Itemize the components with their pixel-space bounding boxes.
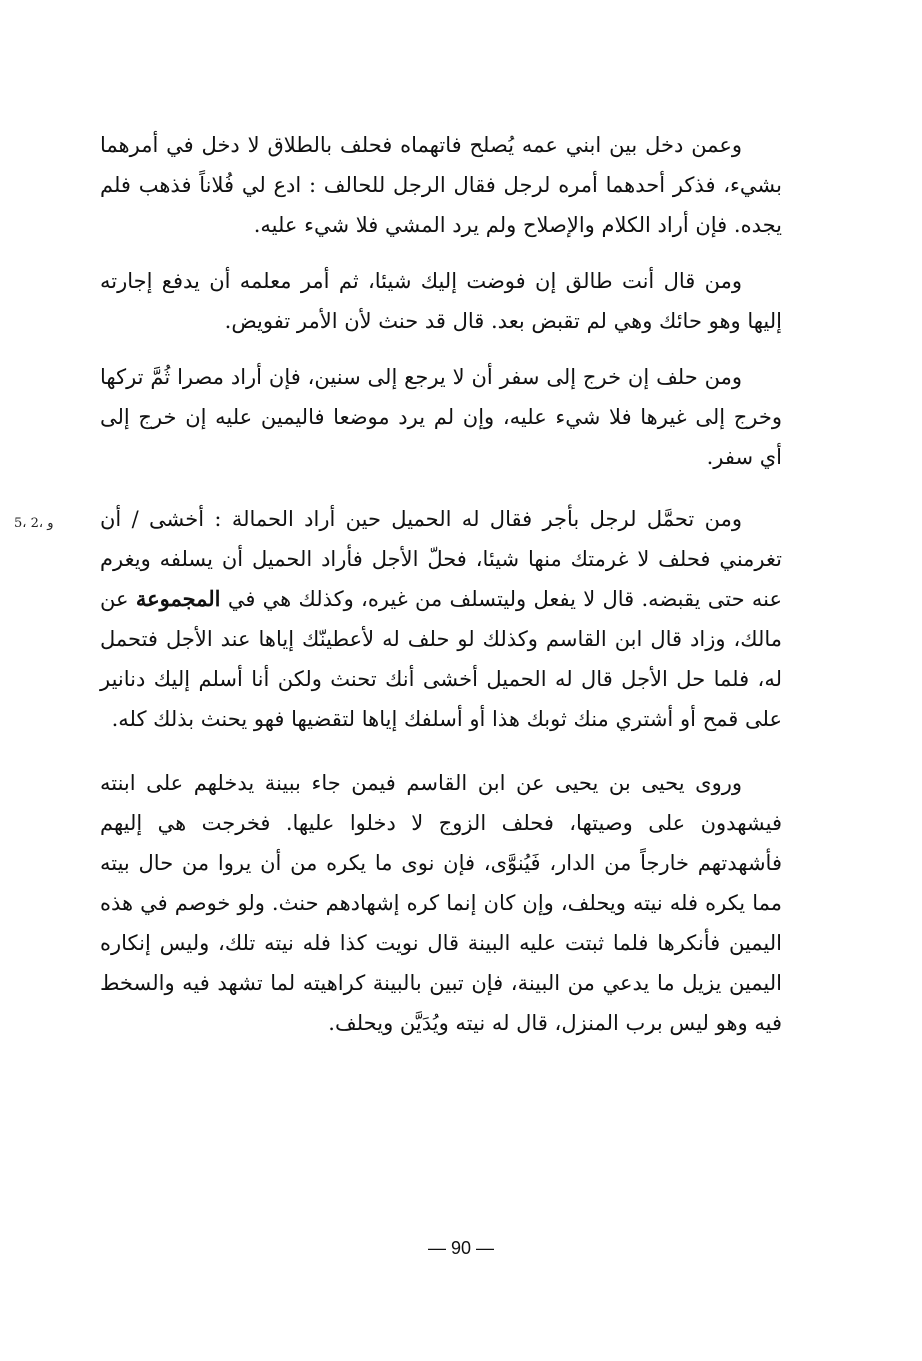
page-number: — 90 — bbox=[427, 1238, 495, 1258]
paragraph-4-part-2: عن مالك، وزاد قال ابن القاسم وكذلك لو حلف له لأعطينّك إياها عند الأجل فتحمل له، فلما حل الأجل قال له الحميل أخشى أنك تحنث ولكن أنا أسلم إليك دنانير على قمح أو أشتري منك ثوبك هذا أو أسلفك إياها لتقضيها فهو يحنث بذلك كله. bbox=[100, 587, 782, 731]
paragraph-2: ومن قال أنت طالق إن فوضت إليك شيئا، ثم أمر معلمه أن يدفع إجارته إليها وهو حائك وهي لم تقبض بعد. قال قد حنث لأن الأمر تفويض. bbox=[100, 269, 782, 333]
paragraph-5: وروى يحيى بن يحيى عن ابن القاسم فيمن جاء ببينة يدخلهم على ابنته فيشهدون على وصيتها، فحلف الزوج لا دخلوا عليها. فخرجت هي إليهم فأشهدتهم خارجاً من الدار، فَيُنوَّى، فإن نوى ما يكره من أن يروا من حال بيته مما يكره فله نيته ويحلف، وإن كان إنما كره إشهادهم حنث. ولو خوصم في هذه اليمين فأنكرها فلما ثبتت عليه البينة قال نويت كذا فله نيته تلك، وليس إنكاره اليمين يزيل ما يدعي من البينة، فإن تبين بالبينة كراهيته لما تشهد فيه والسخط فيه وهو ليس برب المنزل، قال له نيته ويُدَيَّن ويحلف. bbox=[100, 771, 782, 1035]
bold-term-majmua: المجموعة bbox=[135, 586, 221, 611]
paragraph-1: وعمن دخل بين ابني عمه يُصلح فاتهماه فحلف بالطلاق لا دخل في أمرهما بشيء، فذكر أحدهما أمره لرجل فقال الرجل للحالف : ادع لي فُلاناً فذهب فلم يجده. فإن أراد الكلام والإصلاح ولم يرد المشي فلا شيء عليه. bbox=[100, 133, 782, 237]
text-column bbox=[100, 125, 782, 1043]
paragraph-4 bbox=[100, 499, 782, 739]
paragraph-4-part-1: ومن تحمَّل لرجل بأجر فقال له الحميل حين أراد الحمالة : أخشى / أن تغرمني فحلف لا غرمتك منها شيئا، فحلّ الأجل فأراد الحميل أن يسلفه ويغرم عنه حتى يقبضه. قال لا يفعل وليتسلف من غيره، وكذلك هي في bbox=[100, 507, 782, 611]
paragraph-3: ومن حلف إن خرج إلى سفر أن لا يرجع إلى سنين، فإن أراد مصرا ثُمَّ تركها وخرج إلى غيرها فلا شيء عليه، وإن لم يرد موضعا فاليمين عليه إن خرج إلى أي سفر. bbox=[100, 365, 782, 469]
manuscript-folio-marker: و ،2 ،5 bbox=[14, 516, 54, 531]
